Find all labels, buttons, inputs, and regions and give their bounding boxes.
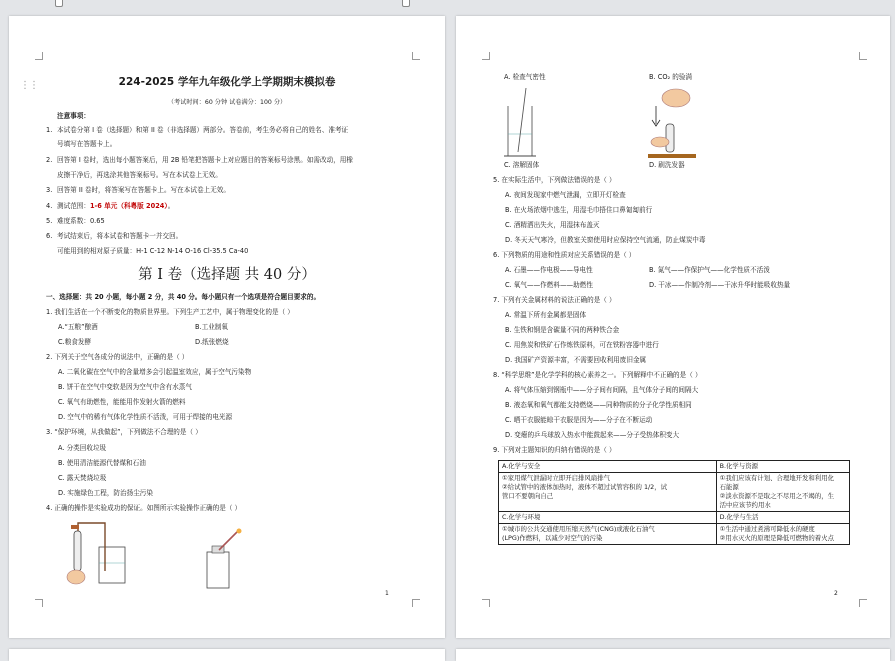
option: D. 刷洗发器 — [649, 161, 685, 169]
drag-handle-icon[interactable]: ⋮⋮ — [20, 80, 38, 91]
option: A. 石墨——作电极——导电性 — [505, 266, 593, 274]
option: A. 分类回收垃圾 — [58, 444, 107, 452]
question-stem: 2. 下列关于空气各成分的说法中，正确的是（ ） — [46, 353, 189, 361]
option: C. 用焦炭和铁矿石作炼铁原料，可在铁粉容器中进行 — [505, 341, 659, 349]
notice-line: 回答第 I 卷时，选出每小题答案后，用 2B 铅笔把答题卡上对应题目的答案标号涂黑。如需改动，用橡 — [57, 156, 353, 164]
table-cell-a: A.化学与安全 ①家用煤气泄漏时立即开启排风扇排气 ②给试管中的液体加热时，液体不超过试管容积的 1/2，试 管口不要朝向自己 — [499, 461, 717, 512]
option: B. 氮气——作保护气——化学性质不活泼 — [649, 266, 770, 274]
margin-mark — [35, 599, 43, 607]
co2-check-illustration — [644, 84, 704, 164]
option: D. 变瘪的乒乓球放入热水中能鼓起来——分子受热体积变大 — [505, 431, 680, 439]
difficulty: 难度系数：0.65 — [57, 217, 105, 225]
option: B. 使用清洁能源代替煤和石油 — [58, 459, 146, 467]
option: A. 常温下所有金属都是固体 — [505, 311, 587, 319]
question-stem: 9. 下列对主题知识的归纳有错误的是（ ） — [493, 446, 616, 454]
option: B. 液态氧和氧气都能支持燃烧——同种物质的分子化学性质相同 — [505, 401, 692, 409]
notice-num: 3. — [46, 186, 53, 194]
option: D. 冬天天气寒冷，但教室关窗使用时应保持空气流通，防止煤炭中毒 — [505, 236, 706, 244]
notice-num: 1. — [46, 126, 53, 134]
question-stem: 5. 在实际生活中，下列做法错误的是（ ） — [493, 176, 616, 184]
table-cell-c: C.化学与环境 ①城市的公共交通使用压缩天然气(CNG)或液化石油气 (LPG)作燃料，以减少对空气的污染 — [499, 512, 717, 545]
option: D. 实施绿色工程，防治扬尘污染 — [58, 489, 153, 497]
option: D. 我国矿产资源丰富，不需要回收利用废旧金属 — [505, 356, 647, 364]
document-page-2 — [456, 16, 890, 638]
option: B. 饼干在空气中变软是因为空气中含有水蒸气 — [58, 383, 192, 391]
option: C. 酒精洒出失火，用湿抹布盖灭 — [505, 221, 600, 229]
section-title: 第 I 卷（选择题 共 40 分） — [138, 267, 316, 283]
margin-mark — [482, 599, 490, 607]
page-number: 2 — [834, 590, 838, 597]
notice-num: 5. — [46, 217, 53, 225]
table-row — [499, 512, 850, 545]
document-title: 224-2025 学年九年级化学上学期期末模拟卷 — [118, 76, 336, 88]
option: A. 二氧化碳在空气中的含量增多会引起温室效应，属于空气污染物 — [58, 368, 252, 376]
notice-num: 4. — [46, 202, 53, 210]
margin-mark — [859, 599, 867, 607]
option: D. 干冰——作制冷剂——干冰升华时能吸收热量 — [649, 281, 791, 289]
option: C. 氧气有助燃性，能能用作发射火箭的燃料 — [58, 398, 186, 406]
option: C. 晒干衣服能晾干衣服是因为——分子在不断运动 — [505, 416, 653, 424]
option: B. CO₂ 的验满 — [649, 73, 693, 81]
option: C. 氧气——作燃料——助燃性 — [505, 281, 593, 289]
option: A. 夜间发现家中燃气泄漏，立即开灯检查 — [505, 191, 626, 199]
margin-mark — [412, 599, 420, 607]
ruler-tab-icon[interactable] — [55, 0, 63, 7]
margin-mark — [35, 52, 43, 60]
page-number: 1 — [385, 590, 389, 597]
atomic-masses: 可能用到的相对原子质量：H-1 C-12 N-14 O-16 Cl-35.5 Ca-40 — [57, 247, 249, 255]
option: B. 在火场浓烟中逃生，用湿毛巾捂住口鼻匍匐前行 — [505, 206, 653, 214]
test-scope-value: 1-6 单元（科粤版 2024） — [89, 202, 168, 210]
notice-num: 6. — [46, 232, 53, 240]
option: D.纸张燃烧 — [195, 338, 229, 346]
document-page-1 — [9, 16, 445, 638]
option: A.“五粮”酿酒 — [58, 323, 98, 331]
option: A. 将气体压缩到钢瓶中——分子间有间隔，且气体分子间的间隔大 — [505, 386, 699, 394]
document-page-4 — [456, 649, 890, 661]
margin-mark — [412, 52, 420, 60]
exam-info: （考试时间：60 分钟 试卷满分：100 分） — [167, 99, 287, 106]
table-cell-b: B.化学与资源 ①我们应该有计划、合理地开发和利用化 石能源 ②淡水资源不是取之不尽用之不竭的，生 活中应该节约用水 — [716, 461, 849, 512]
option: D. 空气中的稀有气体化学性质不活泼，可用于焊接的电光源 — [58, 413, 233, 421]
test-scope: 测试范围：1-6 单元（科粤版 2024）。 — [57, 202, 175, 210]
knowledge-table — [498, 460, 850, 545]
notice-line: 皮擦干净后，再选涂其他答案标号。写在本试卷上无效。 — [57, 171, 222, 179]
document-page-3 — [9, 649, 445, 661]
table-cell-d: D.化学与生活 ①生活中通过煮沸可降低水的硬度 ②用水灭火的原理是降低可燃物的着火点 — [716, 512, 849, 545]
margin-mark — [859, 52, 867, 60]
option: C. 露天焚烧垃圾 — [58, 474, 107, 482]
question-stem: 1. 我们生活在一个不断变化的物质世界里。下列生产工艺中，属于物理变化的是（ ） — [46, 308, 294, 316]
question-stem: 3. “保护环境，从我做起”，下列做法不合理的是（ ） — [46, 428, 202, 436]
option: A. 检查气密性 — [504, 73, 546, 81]
option: C.粮食发酵 — [58, 338, 92, 346]
ruler-tab-icon[interactable] — [402, 0, 410, 7]
section-intro: 一、选择题：共 20 小题，每小题 2 分，共 40 分。每小题只有一个选项是符合题目要求的。 — [46, 293, 321, 301]
question-stem: 4. 正确的操作是实验成功的保证。如图所示实验操作正确的是（ ） — [46, 504, 242, 512]
question-stem: 8. “科学思维”是化学学科的核心素养之一。下列解释中不正确的是（ ） — [493, 371, 702, 379]
option: B. 生铁和钢是含碳量不同的两种铁合金 — [505, 326, 620, 334]
notice-num: 2. — [46, 156, 53, 164]
notice-line: 回答第 II 卷时，将答案写在答题卡上。写在本试卷上无效。 — [57, 186, 230, 194]
table-row — [499, 461, 850, 512]
end-note: 考试结束后，将本试卷和答题卡一并交回。 — [57, 232, 183, 240]
notice-line: 号填写在答题卡上。 — [57, 140, 117, 148]
option: C. 溶解固体 — [504, 161, 540, 169]
notice-line: 本试卷分第 I 卷（选择题）和第 II 卷（非选择题）两部分。答卷前，考生务必将自己的姓名、准考证 — [57, 126, 349, 134]
airtight-check-illustration — [61, 519, 131, 589]
toolbar-strip — [0, 0, 895, 6]
burette-illustration — [199, 528, 249, 590]
dissolve-solid-illustration — [502, 86, 542, 162]
question-stem: 6. 下列物质的用途和性质对应关系错误的是（ ） — [493, 251, 636, 259]
margin-mark — [482, 52, 490, 60]
question-stem: 7. 下列有关金属材料的说法正确的是（ ） — [493, 296, 616, 304]
notice-heading: 注意事项： — [57, 112, 90, 120]
option: B.工业制氧 — [195, 323, 228, 331]
